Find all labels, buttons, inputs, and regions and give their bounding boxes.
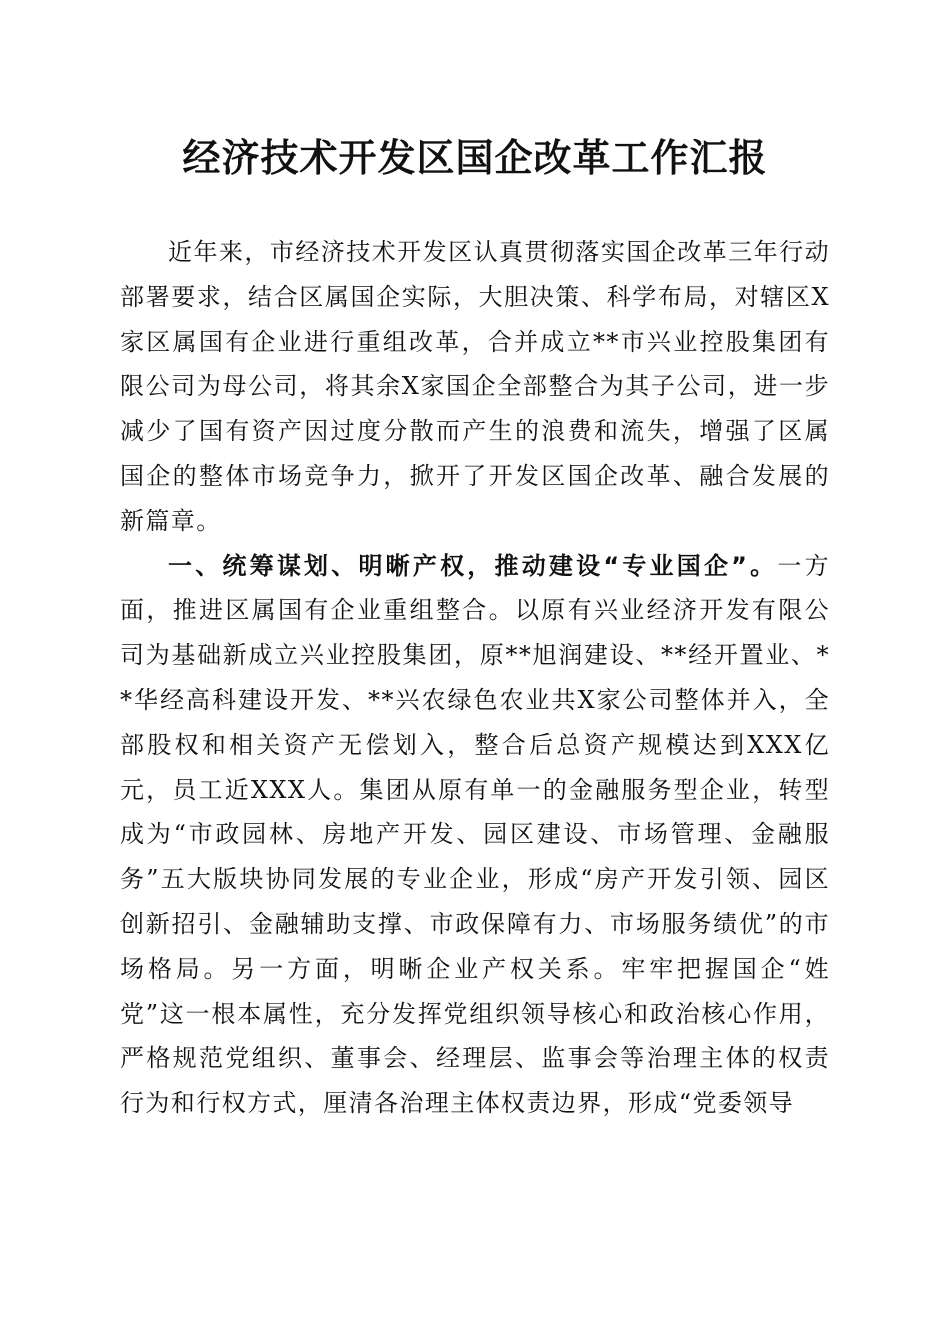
section-one-text: 一方面，推进区属国有企业重组整合。以原有兴业经济开发有限公司为基础新成立兴业控股集团，原**旭润建设、**经开置业、**华经高科建设开发、**兴农绿色农业共X家公司整体并入，全部股权和相关资产无偿划入，整合后总资产规模达到XXX亿元，员工近XXX人。集团从原有单一的金融服务型企业，转型成为“市政园林、房地产开发、园区建设、市场管理、金融服务”五大版块协同发展的专业企业，形成“房产开发引领、园区创新招引、金融辅助支撑、市政保障有力、市场服务绩优”的市场格局。另一方面，明晰企业产权关系。牢牢把握国企“姓党”这一根本属性，充分发挥党组织领导核心和政治核心作用，严格规范党组织、董事会、经理层、监事会等治理主体的权责行为和行权方式，厘清各治理主体权责边界，形成“党委领导 (120, 551, 830, 1118)
document-title: 经济技术开发区国企改革工作汇报 (182, 135, 768, 180)
section-one-heading: 一、统筹谋划、明晰产权，推动建设“专业国企”。 (168, 551, 778, 580)
intro-paragraph (120, 230, 830, 544)
section-one-paragraph (120, 544, 830, 1126)
intro-paragraph-text: 近年来，市经济技术开发区认真贯彻落实国企改革三年行动部署要求，结合区属国企实际，大胆决策、科学布局，对辖区X家区属国有企业进行重组改革，合并成立**市兴业控股集团有限公司为母公司，将其余X家国企全部整合为其子公司，进一步减少了国有资产因过度分散而产生的浪费和流失，增强了区属国企的整体市场竞争力，掀开了开发区国企改革、融合发展的新篇章。 (120, 238, 830, 535)
document-body (120, 230, 830, 1126)
